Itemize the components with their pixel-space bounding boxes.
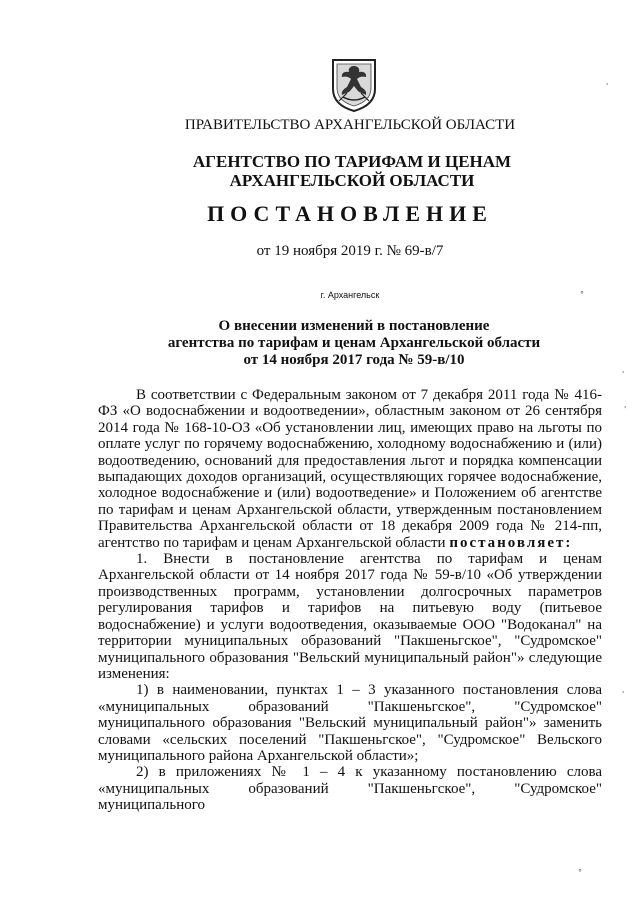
subclause-paragraph: 2) в приложениях № 1 – 4 к указанному постановлению слова «муниципальных образований "Пакшеньгское", "Судромское" муниципального [98,764,602,814]
document-type-heading: ПОСТАНОВЛЕНИЕ [207,201,493,226]
document-body [98,387,602,814]
scan-speck: ' [622,690,625,699]
subject-line: О внесении изменений в постановление [218,318,490,334]
scan-speck: ' [624,405,627,414]
scan-speck: ' [606,82,609,91]
scan-speck: ° [580,290,584,299]
document-subject [0,318,640,369]
scan-speck: ° [578,868,582,877]
subclause-paragraph: 1) в наименовании, пунктах 1 – 3 указанного постановления слова «муниципальных образований "Пакшеньгское", "Судромское" муниципального образования "Вельский муниципальный район"» заменить словами «сельских поселений "Пакшеньгское", "Судромское" Вельского муниципального района Архангельской области»; [98,682,602,764]
preamble-text: В соответствии с Федеральным законом от 7 декабря 2011 года № 416-ФЗ «О водоснабжении и водоотведении», областным законом от 26 сентября 2014 года № 168-10-ОЗ «Об установлении лиц, имеющих право на льготы по оплате услуг по горячему водоснабжению, холодному водоснабжению и (или) водоотведению, оснований для предоставления льгот и порядка компенсации выпадающих доходов организаций, осуществляющих горячее водоснабжение, холодное водоснабжение и (или) водоотведение» и Положением об агентстве по тарифам и ценам Архангельской области, утвержденным постановлением Правительства Архангельской области от 18 декабря 2009 года № 214-пп, агентство по тарифам и ценам Архангельской области [98,387,602,551]
agency-name-line: АГЕНТСТВО ПО ТАРИФАМ И ЦЕНАМ [192,152,512,171]
document-date-number: от 19 ноября 2019 г. № 69-в/7 [256,243,444,259]
preamble-paragraph [98,387,602,551]
issue-city: г. Архангельск [320,290,380,300]
subject-line: агентства по тарифам и ценам Архангельской области [167,335,541,351]
coat-of-arms-icon [329,57,379,113]
agency-name [0,152,640,190]
clause-paragraph: 1. Внести в постановление агентства по тарифам и ценам Архангельской области от 14 ноября 2017 года № 59-в/10 «Об утверждении производственных программ, установлении долгосрочных параметров регулирования тарифов и тарифов на питьевую воду (питьевое водоснабжение) и услуги водоотведения, оказываемые ООО "Водоканал" на территории муниципальных образований "Пакшеньгское", "Судромское" муниципального образования "Вельский муниципальный район"» следующие изменения: [98,551,602,682]
subject-line: от 14 ноября 2017 года № 59-в/10 [243,352,465,368]
decree-word: постановляет: [449,534,573,551]
government-name: ПРАВИТЕЛЬСТВО АРХАНГЕЛЬСКОЙ ОБЛАСТИ [184,117,516,133]
scan-speck: ' [622,370,625,379]
agency-name-line: АРХАНГЕЛЬСКОЙ ОБЛАСТИ [229,171,475,190]
